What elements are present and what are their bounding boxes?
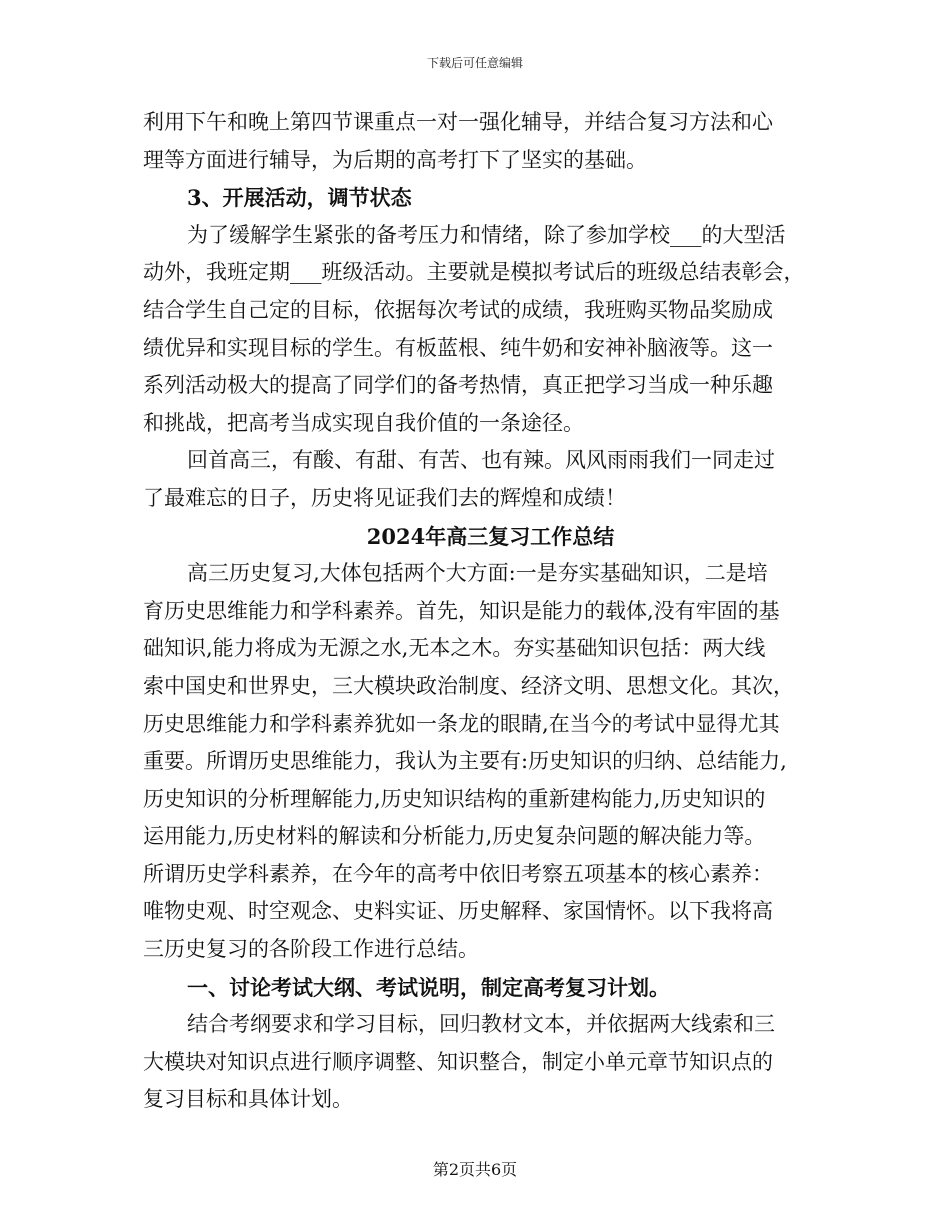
text-line: 所谓历史学科素养，在今年的高考中依旧考察五项基本的核心素养：: [143, 861, 773, 886]
text-line: 了最难忘的日子，历史将见证我们去的辉煌和成绩！: [143, 485, 626, 510]
text-line: 历史知识的分析理解能力,历史知识结构的重新建构能力,历史知识的: [143, 786, 766, 811]
text-line: 系列活动极大的提高了同学们的备考热情，真正把学习当成一种乐趣: [143, 373, 773, 398]
document-body: [143, 104, 828, 1119]
text-line: 育历史思维能力和学科素养。首先，知识是能力的载体,没有牢固的基: [143, 598, 780, 623]
text-line: 和挑战，把高考当成实现自我价值的一条途径。: [143, 410, 584, 435]
text-line: 动外，我班定期___班级活动。主要就是模拟考试后的班级总结表彰会，: [143, 260, 805, 285]
section-heading: 3、开展活动，调节状态: [187, 185, 412, 211]
text-line: 高三历史复习,大体包括两个大方面:一是夯实基础知识，二是培: [187, 561, 768, 586]
text-line: 理等方面进行辅导，为后期的高考打下了坚实的基础。: [143, 147, 647, 172]
text-line: 回首高三，有酸、有甜、有苦、也有辣。风风雨雨我们一同走过: [187, 448, 775, 473]
text-line: 三历史复习的各阶段工作进行总结。: [143, 937, 479, 962]
text-line: 复习目标和具体计划。: [143, 1087, 353, 1112]
section-heading: 一、讨论考试大纲、考试说明，制定高考复习计划。: [187, 974, 670, 1000]
text-line: 索中国史和世界史，三大模块政治制度、经济文明、思想文化。其次，: [143, 673, 794, 698]
page-header: 下载后可任意编辑: [426, 56, 523, 70]
text-line: 大模块对知识点进行顺序调整、知识整合，制定小单元章节知识点的: [143, 1049, 773, 1074]
text-line: 利用下午和晚上第四节课重点一对一强化辅导，并结合复习方法和心: [143, 110, 773, 134]
text-line: 结合考纲要求和学习目标，回归教材文本，并依据两大线索和三: [187, 1012, 775, 1037]
text-line: 运用能力,历史材料的解读和分析能力,历史复杂问题的解决能力等。: [143, 824, 766, 849]
section-title: 2024年高三复习工作总结: [366, 523, 615, 549]
text-line: 为了缓解学生紧张的备考压力和情绪，除了参加学校___的大型活: [187, 222, 786, 247]
text-line: 重要。所谓历史思维能力，我认为主要有:历史知识的归纳、总结能力,: [143, 749, 787, 774]
text-line: 础知识,能力将成为无源之水,无本之木。夯实基础知识包括：两大线: [143, 636, 766, 661]
page-footer: 第2页共6页: [432, 1160, 518, 1179]
text-line: 唯物史观、时空观念、史料实证、历史解释、家国情怀。以下我将高: [143, 899, 773, 924]
text-line: 结合学生自己定的目标，依据每次考试的成绩，我班购买物品奖励成: [143, 297, 773, 322]
text-line: 历史思维能力和学科素养犹如一条龙的眼睛,在当今的考试中显得尤其: [143, 711, 780, 736]
text-line: 绩优异和实现目标的学生。有板蓝根、纯牛奶和安神补脑液等。这一: [143, 335, 773, 360]
